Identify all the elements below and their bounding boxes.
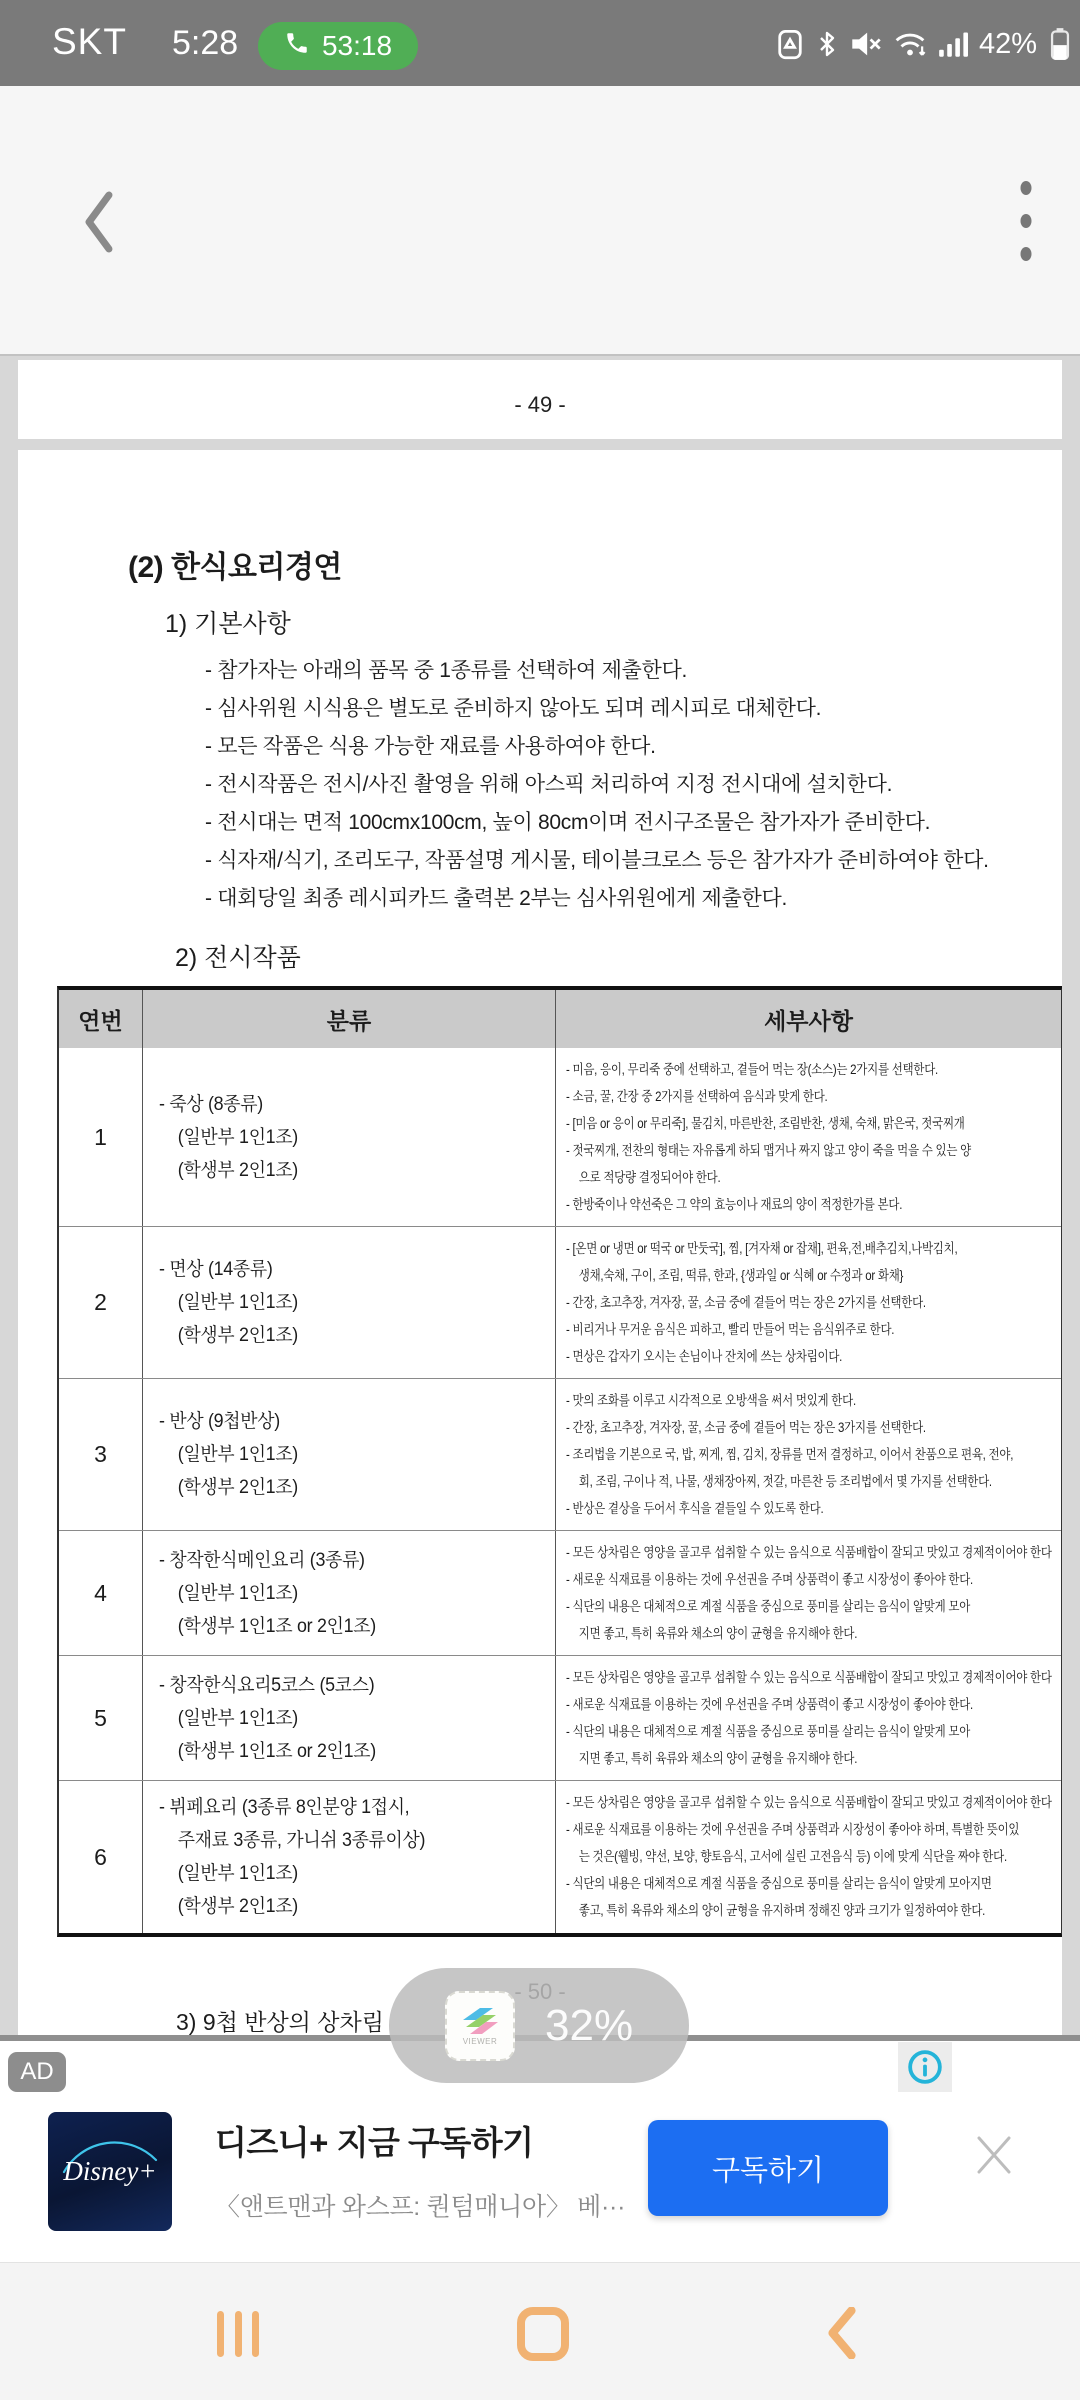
basic-item: - 모든 작품은 식용 가능한 재료를 사용하여야 한다. bbox=[205, 735, 656, 758]
call-timer: 53:18 bbox=[321, 30, 393, 61]
row-number: 6 bbox=[94, 1843, 107, 1870]
detail-line: 좋고, 특히 육류와 채소의 양이 균형을 유지하며 정해진 양과 크기가 일정하여야 한다. bbox=[578, 1903, 986, 1918]
phone-icon bbox=[284, 30, 310, 63]
subsection-2-label: 2) 전시작품 bbox=[175, 944, 301, 972]
ad-subtitle[interactable]: 〈앤트맨과 와스프: 퀀텀매니아〉 베··· bbox=[215, 2193, 626, 2221]
table-row bbox=[59, 1048, 1061, 1226]
signal-strength-icon bbox=[938, 28, 968, 60]
detail-line: - 조리법을 기본으로 국, 밥, 찌게, 찜, 김치, 장류를 먼저 결정하고, 이어서 찬품으로 편육, 전야, bbox=[566, 1447, 1014, 1462]
back-button[interactable] bbox=[64, 182, 134, 262]
row-category bbox=[142, 1227, 555, 1378]
category-line: (학생부 2인1조) bbox=[177, 1325, 298, 1346]
home-button[interactable] bbox=[517, 2307, 569, 2361]
sound-muted-icon bbox=[850, 28, 882, 60]
subsection-1-label: 1) 기본사항 bbox=[165, 610, 291, 638]
row-details bbox=[555, 1048, 1061, 1226]
detail-line: - 면상은 갑자기 오시는 손님이나 잔치에 쓰는 상차림이다. bbox=[566, 1349, 843, 1364]
category-line: (일반부 1인1조) bbox=[177, 1126, 298, 1148]
ad-info-button[interactable] bbox=[898, 2042, 952, 2092]
detail-line: - 새로운 식재료를 이용하는 것에 우선권을 주며 상품력이 좋고 시장성이 좋아야 한다. bbox=[566, 1697, 973, 1712]
category-line: (일반부 1인1조) bbox=[177, 1292, 298, 1313]
detail-line: 는 것은(웰빙, 약선, 보양, 향토음식, 고서에 실린 고전음식 등) 이에 맞게 식단을 짜야 한다. bbox=[578, 1849, 1007, 1864]
viewer-app-icon bbox=[445, 1991, 515, 2061]
row-details bbox=[555, 1379, 1061, 1530]
detail-line: - 식단의 내용은 대체적으로 계절 식품을 중심으로 풍미를 살리는 음식이 알맞게 모아 bbox=[566, 1724, 971, 1739]
detail-line: - 젓국찌개, 전찬의 형태는 자유롭게 하되 맵거나 짜지 않고 양이 죽을 먹을 수 있는 양 bbox=[566, 1143, 971, 1158]
battery-care-icon bbox=[776, 28, 804, 60]
row-details bbox=[555, 1227, 1061, 1378]
basic-items bbox=[205, 652, 1062, 918]
battery-percent-label: 42% bbox=[978, 27, 1037, 60]
category-line: (학생부 2인1조) bbox=[177, 1896, 298, 1917]
detail-line: 회, 조림, 구이나 적, 나물, 생채장아찌, 젓갈, 마른찬 등 조리법에서 몇 가지를 선택한다. bbox=[578, 1474, 992, 1489]
category-line: - 창작한식메인요리 (3종류) bbox=[159, 1549, 365, 1571]
row-details bbox=[555, 1656, 1061, 1780]
document-viewport[interactable] bbox=[0, 354, 1080, 2043]
category-line: - 죽상 (8종류) bbox=[159, 1093, 263, 1115]
page-50 bbox=[18, 450, 1062, 2039]
category-line: (일반부 1인1조) bbox=[177, 1582, 298, 1604]
detail-line: - 모든 상차림은 영양을 골고루 섭취할 수 있는 음식으로 식품배합이 잘되고 맛있고 경제적이어야 한다 bbox=[566, 1670, 1052, 1685]
category-line: (학생부 1인1조 or 2인1조) bbox=[177, 1615, 376, 1637]
page-49 bbox=[18, 360, 1062, 439]
category-line: (학생부 2인1조) bbox=[177, 1159, 298, 1181]
status-icons bbox=[776, 24, 1072, 64]
basic-item: - 식자재/식기, 조리도구, 작품설명 게시물, 테이블크로스 등은 참가자가 준비하여야 한다. bbox=[205, 849, 989, 872]
detail-line: - 간장, 초고추장, 겨자장, 꿀, 소금 중에 곁들어 먹는 장은 2가지를 선택한다. bbox=[566, 1295, 926, 1310]
category-line: - 반상 (9첩반상) bbox=[159, 1411, 280, 1432]
navigation-bar bbox=[0, 2262, 1080, 2400]
category-line: (일반부 1인1조) bbox=[177, 1863, 298, 1884]
overflow-menu-button[interactable] bbox=[996, 176, 1056, 266]
table-row bbox=[59, 1780, 1061, 1933]
wifi-direct-icon bbox=[893, 28, 927, 60]
table-row bbox=[59, 1378, 1061, 1530]
category-line: (일반부 1인1조) bbox=[177, 1444, 298, 1465]
category-line: - 뷔페요리 (3종류 8인분양 1접시, bbox=[159, 1797, 410, 1818]
detail-line: 지면 좋고, 특히 육류와 채소의 양이 균형을 유지해야 한다. bbox=[578, 1751, 858, 1766]
close-icon bbox=[973, 2134, 1015, 2176]
ad-title[interactable]: 디즈니+ 지금 구독하기 bbox=[215, 2124, 534, 2161]
detail-line: - 새로운 식재료를 이용하는 것에 우선권을 주며 상품력이 좋고 시장성이 좋아야 한다. bbox=[566, 1572, 973, 1587]
basic-item: - 전시대는 면적 100cmx100cm, 높이 80cm이며 전시구조물은 참가자가 준비한다. bbox=[205, 811, 931, 834]
detail-line: - 한방죽이나 약선죽은 그 약의 효능이나 재료의 양이 적정한가를 본다. bbox=[566, 1197, 903, 1212]
status-time: 5:28 bbox=[172, 24, 239, 62]
row-category bbox=[142, 1048, 555, 1226]
category-line: 주재료 3종류, 가니쉬 3종류이상) bbox=[177, 1830, 426, 1851]
detail-line: - [온면 or 냉면 or 떡국 or 만둣국], 찜, [겨자채 or 잡채], 편육,전,배추김치,나박김치, bbox=[566, 1241, 958, 1256]
viewer-toolbar bbox=[0, 86, 1080, 354]
basic-item: - 대회당일 최종 레시피카드 출력본 2부는 심사위원에게 제출한다. bbox=[205, 887, 787, 910]
recents-button[interactable] bbox=[217, 2311, 259, 2357]
row-category bbox=[142, 1656, 555, 1780]
table-row bbox=[59, 1530, 1061, 1655]
category-line: - 창작한식요리5코스 (5코스) bbox=[159, 1674, 375, 1696]
row-number: 1 bbox=[94, 1123, 107, 1150]
row-number: 4 bbox=[94, 1579, 107, 1606]
section-title: (2) 한식요리경연 bbox=[128, 551, 342, 584]
basic-item: - 전시작품은 전시/사진 촬영을 위해 아스픽 처리하여 지정 전시대에 설치한다. bbox=[205, 773, 893, 796]
basic-item: - 심사위원 시식용은 별도로 준비하지 않아도 되며 레시피로 대체한다. bbox=[205, 697, 822, 720]
row-category bbox=[142, 1379, 555, 1530]
detail-line: - 식단의 내용은 대체적으로 계절 식품을 중심으로 풍미를 살리는 음식이 알맞게 모아지면 bbox=[566, 1876, 992, 1891]
detail-line: - 간장, 초고추장, 겨자장, 꿀, 소금 중에 곁들어 먹는 장은 3가지를 선택한다. bbox=[566, 1420, 926, 1435]
detail-line: - 맛의 조화를 이루고 시각적으로 오방색을 써서 멋있게 한다. bbox=[566, 1393, 856, 1408]
detail-line: 으로 적당량 결정되어야 한다. bbox=[578, 1170, 721, 1185]
bluetooth-icon bbox=[815, 28, 839, 60]
row-details bbox=[555, 1781, 1061, 1933]
category-line: (일반부 1인1조) bbox=[177, 1707, 298, 1729]
category-line: (학생부 2인1조) bbox=[177, 1477, 298, 1498]
zoom-level-overlay bbox=[389, 1968, 689, 2083]
detail-line: - 반상은 곁상을 두어서 후식을 곁들일 수 있도록 한다. bbox=[566, 1501, 824, 1516]
detail-line: - 비리거나 무거운 음식은 피하고, 빨리 만들어 먹는 음식위주로 한다. bbox=[566, 1322, 895, 1337]
page-49-number: - 49 - bbox=[514, 392, 566, 417]
exhibit-table-body bbox=[59, 1048, 1061, 1933]
carrier-label: SKT bbox=[52, 21, 127, 62]
advertiser-logo-text: Disney+ bbox=[63, 2156, 157, 2186]
detail-line: - 모든 상차림은 영양을 골고루 섭취할 수 있는 음식으로 식품배합이 잘되고 맛있고 경제적이어야 한다 bbox=[566, 1795, 1052, 1810]
table-header-no: 연번 bbox=[78, 1007, 123, 1034]
table-header-row bbox=[59, 990, 1061, 1048]
info-icon bbox=[906, 2048, 944, 2086]
detail-line: - 모든 상차림은 영양을 골고루 섭취할 수 있는 음식으로 식품배합이 잘되고 맛있고 경제적이어야 한다 bbox=[566, 1545, 1052, 1560]
category-line: (학생부 1인1조 or 2인1조) bbox=[177, 1740, 376, 1762]
detail-line: 생채,숙채, 구이, 조림, 떡류, 한과, {생과일 or 식혜 or 수정과 or 화채} bbox=[578, 1268, 904, 1283]
row-number: 5 bbox=[94, 1704, 107, 1731]
table-header-category: 분류 bbox=[142, 990, 555, 1048]
row-number: 2 bbox=[94, 1289, 107, 1315]
next-section-label: 3) 9첩 반상의 상차림 bbox=[176, 2009, 384, 2035]
detail-line: 지면 좋고, 특히 육류와 채소의 양이 균형을 유지해야 한다. bbox=[578, 1626, 858, 1641]
detail-line: - 소금, 꿀, 간장 중 2가지를 선택하여 음식과 맞게 한다. bbox=[566, 1089, 828, 1104]
battery-icon bbox=[1048, 27, 1072, 61]
table-header-details: 세부사항 bbox=[555, 990, 1061, 1048]
advertiser-logo[interactable] bbox=[48, 2112, 172, 2231]
detail-line: - 미음, 응이, 무리죽 중에 선택하고, 곁들어 먹는 장(소스)는 2가지를 선택한다. bbox=[566, 1062, 938, 1077]
row-category bbox=[142, 1531, 555, 1655]
detail-line: - 식단의 내용은 대체적으로 계절 식품을 중심으로 풍미를 살리는 음식이 알맞게 모아 bbox=[566, 1599, 971, 1614]
ad-badge: AD bbox=[8, 2052, 66, 2092]
detail-line: - [미음 or 응이 or 무리죽], 물김치, 마른반찬, 조림반찬, 생채, 숙채, 맑은국, 젓국찌개 bbox=[566, 1116, 965, 1131]
basic-item: - 참가자는 아래의 품목 중 1종류를 선택하여 제출한다. bbox=[205, 659, 688, 682]
status-bar bbox=[0, 0, 1080, 86]
row-details bbox=[555, 1531, 1061, 1655]
ongoing-call-pill[interactable] bbox=[258, 22, 418, 70]
category-line: - 면상 (14종류) bbox=[159, 1259, 273, 1280]
detail-line: - 새로운 식재료를 이용하는 것에 우선권을 주며 상품력과 시장성이 좋아야 하며, 특별한 뜻이있 bbox=[566, 1822, 1020, 1837]
table-row bbox=[59, 1655, 1061, 1780]
row-category bbox=[142, 1781, 555, 1933]
row-number: 3 bbox=[94, 1441, 107, 1467]
table-row bbox=[59, 1226, 1061, 1378]
subscribe-button[interactable]: 구독하기 bbox=[648, 2120, 888, 2216]
zoom-percent-label: 32% bbox=[545, 2000, 634, 2050]
ad-close-button[interactable] bbox=[972, 2133, 1016, 2177]
exhibit-table bbox=[57, 986, 1062, 1937]
viewer-app-label: VIEWER bbox=[462, 2036, 498, 2046]
nav-back-button[interactable] bbox=[824, 2307, 860, 2359]
